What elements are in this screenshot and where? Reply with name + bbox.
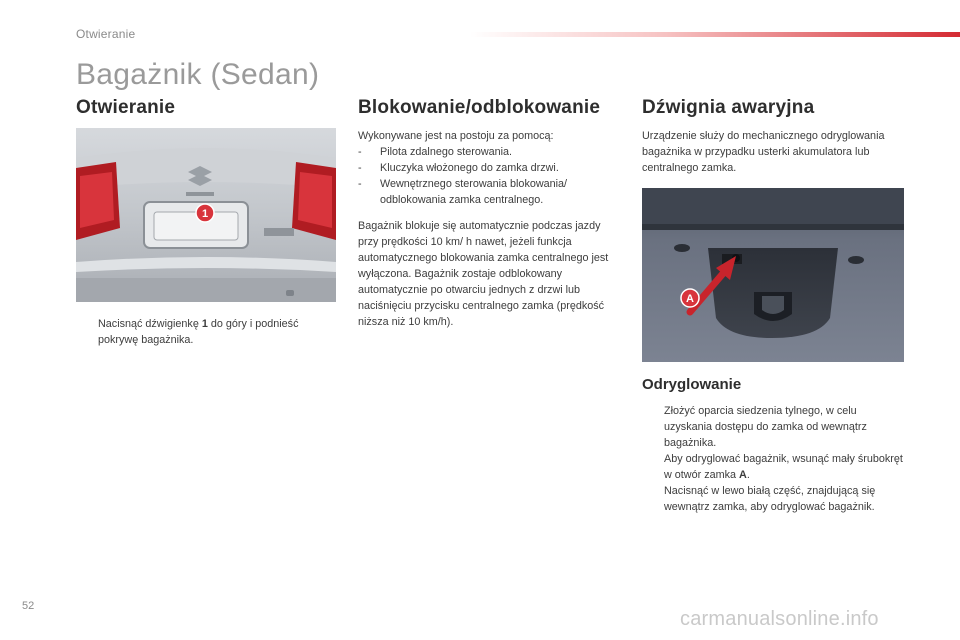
list-item: - Pilota zdalnego sterowania. [358, 146, 513, 158]
list-item: - Wewnętrznego sterowania blokowania/ odblokowania zamka centralnego. [358, 178, 568, 206]
latch-illustration [642, 188, 904, 362]
emergency-column [642, 96, 904, 515]
list-item [642, 451, 904, 483]
instruction-text: Aby odryglować bagażnik, wsunąć mały śrubokręt w otwór zamka A. [664, 453, 903, 481]
instruction-text: Złożyć oparcia siedzenia tylnego, w celu uzyskania dostępu do zamka od wewnątrz bagażnika. [664, 405, 867, 449]
trunk-lid-photo [76, 128, 336, 302]
locking-heading: Blokowanie/odblokowanie [358, 97, 601, 118]
watermark: carmanualsonline.info [680, 608, 879, 630]
list-item [76, 316, 338, 348]
instruction-text: Nacisnąć w lewo białą część, znajdującą się wewnątrz zamka, aby odryglować bagażnik. [664, 485, 876, 513]
section-header: Otwieranie [76, 27, 136, 41]
bullet-marker [76, 316, 98, 348]
opening-instructions [76, 316, 338, 348]
emergency-intro: Urządzenie służy do mechanicznego odryglowania bagażnika w przypadku usterki akumulatora lub centralnego zamka. [642, 130, 885, 174]
page-number: 52 [22, 600, 35, 612]
list-item [642, 403, 904, 451]
trunk-lid-illustration [76, 128, 336, 302]
unlatching-subheading: Odryglowanie [642, 376, 742, 393]
page-title: Bagażnik (Sedan) [76, 58, 320, 91]
auto-lock-paragraph: Bagażnik blokuje się automatycznie podczas jazdy przy prędkości 10 km/ h nawet, jeżeli funkcja automatycznego blokowania zamka centralnego jest wyłączona. Bagażnik zostaje odblokowany automatycznie po otwarciu jednych z drzwi lub naciśnięciu przycisku centralnego zamka (prędkość niższa niż 10 km/h). [358, 220, 609, 328]
header-accent-line [470, 32, 960, 37]
list-item: - Kluczyka włożonego do zamka drzwi. [358, 162, 559, 174]
latch-photo [642, 188, 904, 362]
locking-column [358, 96, 620, 330]
locking-intro: Wykonywane jest na postoju za pomocą: [358, 130, 554, 142]
opening-column [76, 96, 338, 348]
emergency-heading: Dźwignia awaryjna [642, 97, 815, 118]
list-item [642, 483, 904, 515]
locking-methods [358, 144, 620, 208]
instruction-text: Nacisnąć dźwigienkę 1 do góry i podnieść pokrywę bagażnika. [98, 318, 299, 346]
callout-1-label: 1 [201, 208, 209, 220]
unlatching-instructions [642, 403, 904, 515]
opening-heading: Otwieranie [76, 97, 176, 118]
callout-a-label: A [686, 293, 694, 305]
